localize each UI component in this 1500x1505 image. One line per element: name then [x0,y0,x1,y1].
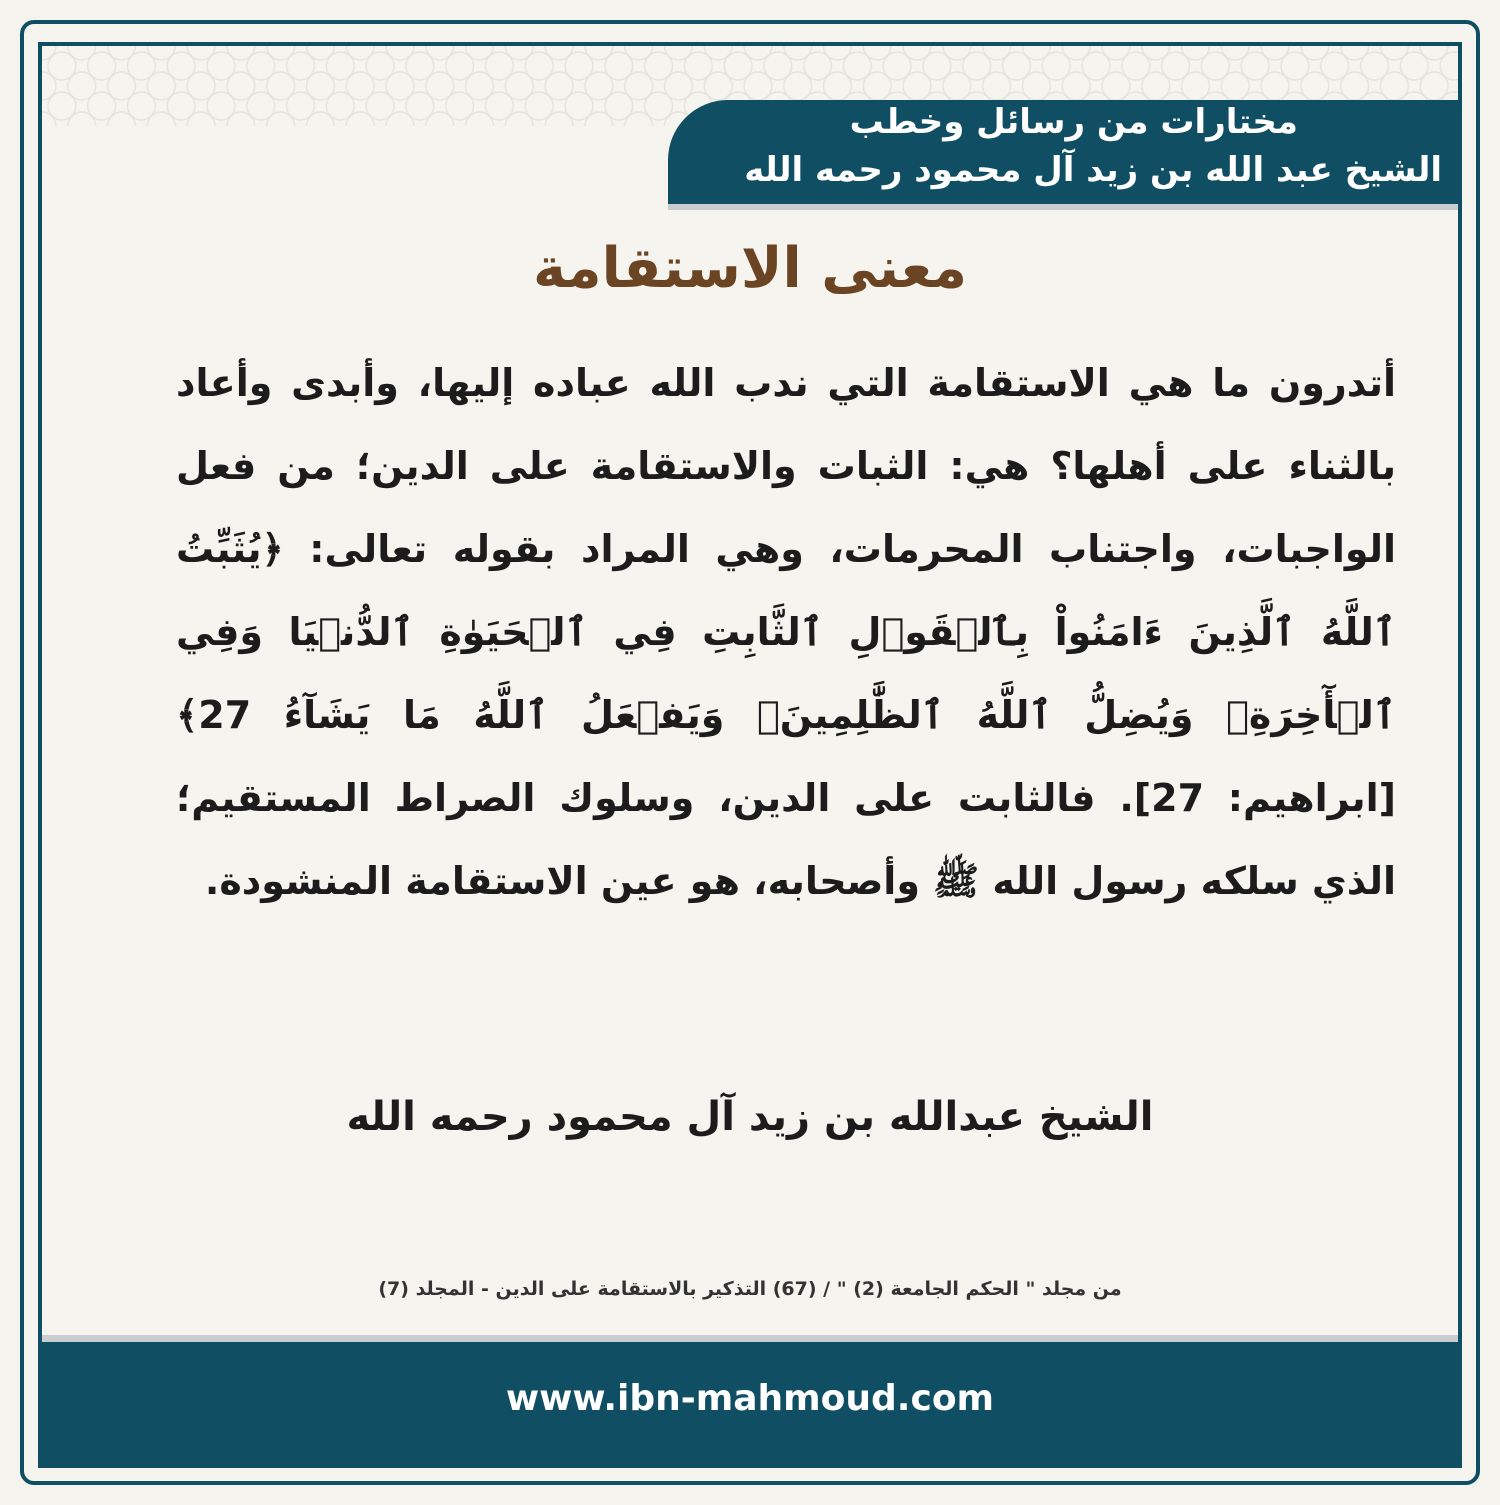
header-banner [668,100,1458,204]
content-card [38,42,1462,1468]
header-series-title: مختارات من رسائل وخطب [849,102,1298,142]
page-title: معنى الاستقامة [532,236,968,301]
body-paragraph: أتدرون ما هي الاستقامة التي ندب الله عباده إليها، وأبدى وأعاد بالثناء على أهلها؟ هي: الثبات والاستقامة على الدين؛ من فعل الواجبات، واجتناب المحرمات، وهي المراد بقوله تعالى: ﴿يُثَبِّتُ ٱللَّهُ ٱلَّذِينَ ءَامَنُواْ بِٱلۡقَوۡلِ ٱلثَّابِتِ فِي ٱلۡحَيَوٰةِ ٱلدُّنۡيَا وَفِي ٱلۡأٓخِرَةِۖ وَيُضِلُّ ٱللَّهُ ٱلظَّٰلِمِينَۚ وَيَفۡعَلُ ٱللَّهُ مَا يَشَآءُ 27﴾ [ابراهيم: 27]. فالثابت على الدين، وسلوك الصراط المستقيم؛ الذي سلكه رسول الله ﷺ وأصحابه، هو عين الاستقامة المنشودة. [176,361,1396,903]
website-url: www.ibn-mahmoud.com [505,1378,995,1419]
source-citation: من مجلد " الحكم الجامعة (2) " / (67) التذكير بالاستقامة على الدين - المجلد (7) [378,1278,1122,1300]
author-signature: الشيخ عبدالله بن زيد آل محمود رحمه الله [346,1094,1154,1140]
header-author-name: الشيخ عبد الله بن زيد آل محمود رحمه الله [744,150,1442,190]
footer-banner [42,1342,1458,1464]
